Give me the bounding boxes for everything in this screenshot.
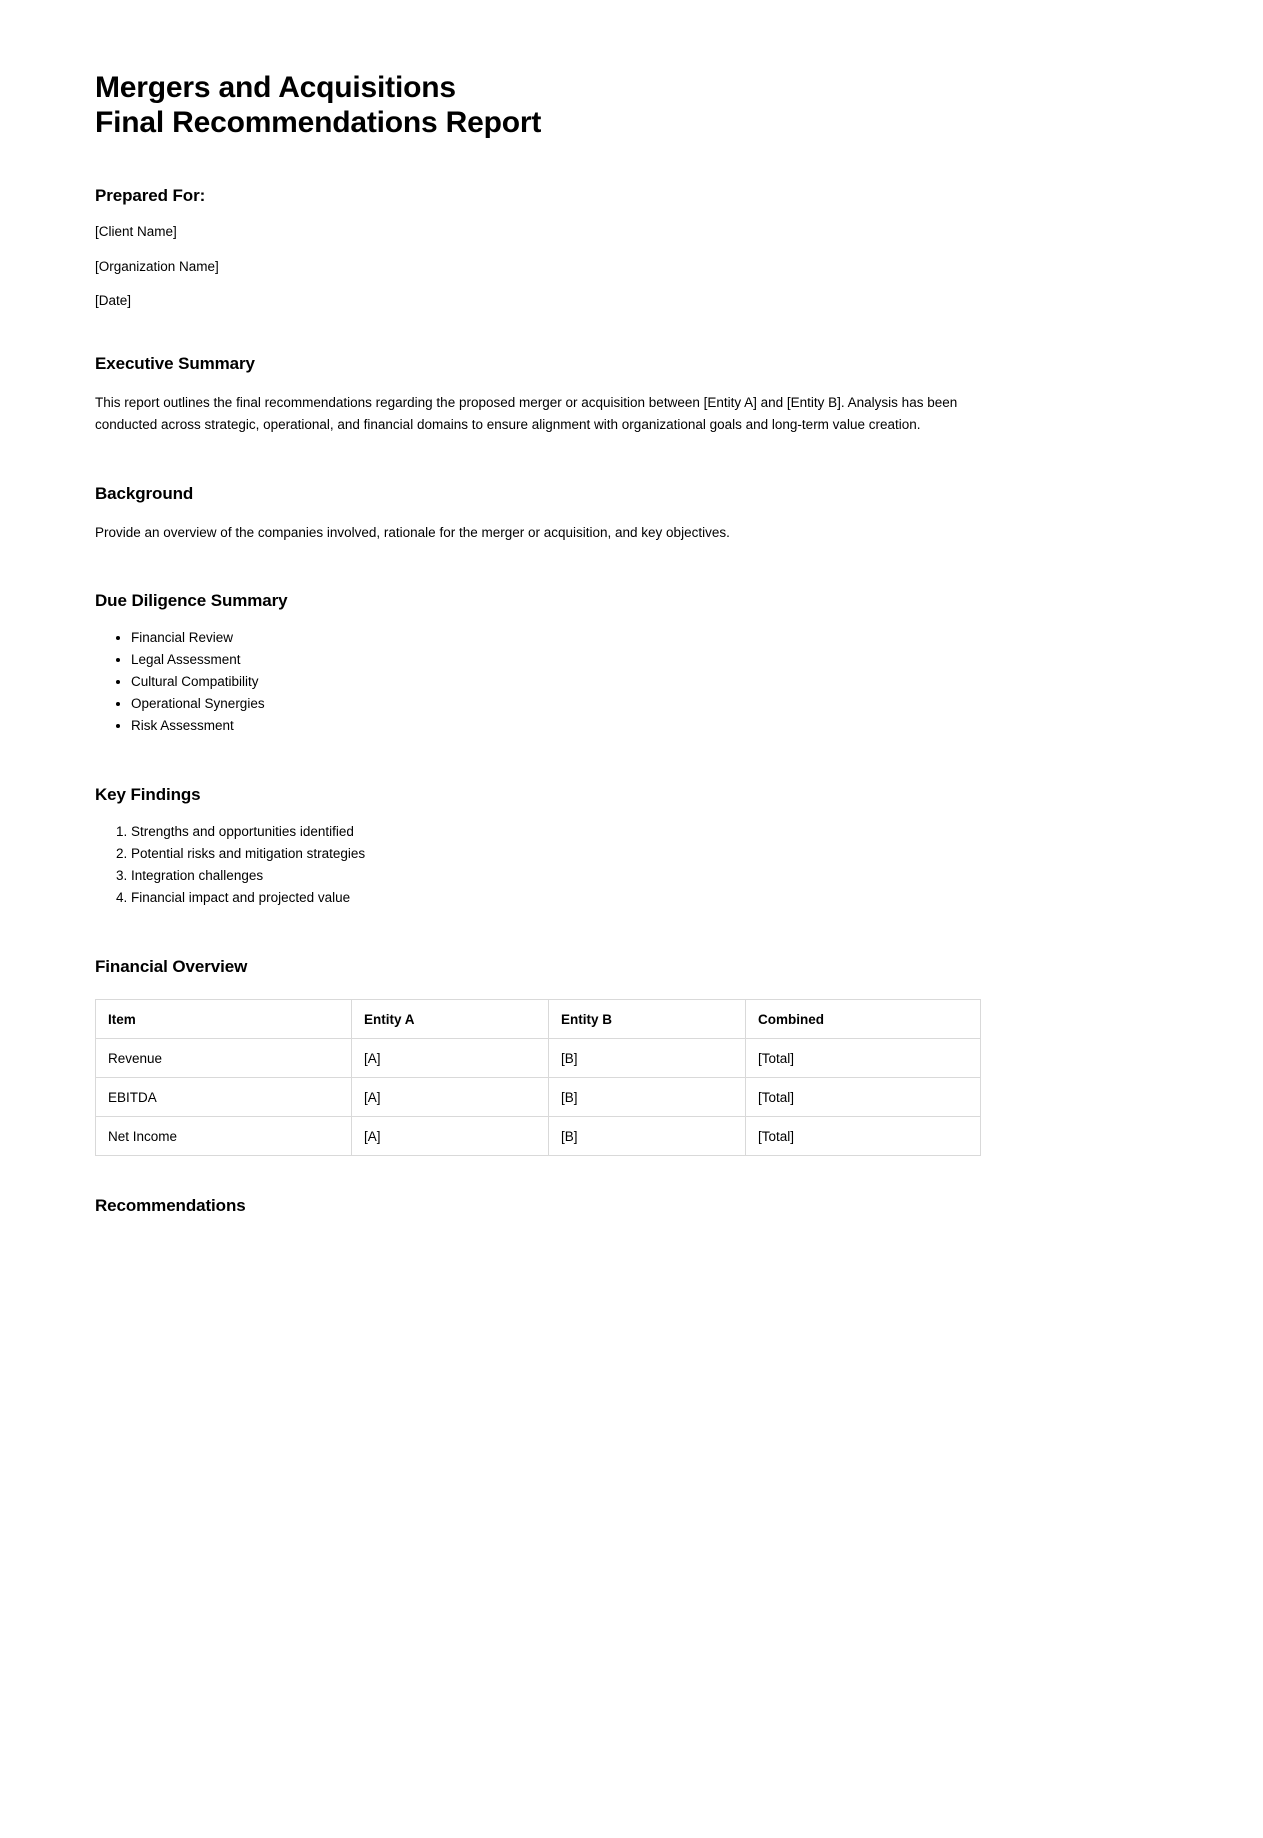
spacer: [95, 977, 980, 999]
page-title-line-2: Final Recommendations Report: [95, 106, 542, 140]
due-diligence-heading: Due Diligence Summary: [95, 591, 288, 611]
spacer: [95, 1156, 980, 1196]
background-body: Provide an overview of the companies involved, rationale for the merger or acquisition, and key objectives.: [95, 524, 730, 540]
spacer: [95, 504, 980, 522]
list-item: 1. Strengths and opportunities identified: [131, 821, 980, 843]
cell-entity-b: [B]: [549, 1078, 746, 1117]
list-item: 3. Integration challenges: [131, 865, 980, 887]
cell-combined: [Total]: [746, 1117, 981, 1156]
column-header-entity-a: Entity A: [352, 1000, 549, 1039]
spacer: [95, 543, 980, 591]
due-diligence-list: [95, 627, 980, 737]
table-header-row: [96, 1000, 981, 1039]
page-title-line-1: Mergers and Acquisitions: [95, 71, 456, 104]
background-heading: Background: [95, 483, 194, 503]
spacer: [95, 909, 980, 957]
cell-combined: [Total]: [746, 1078, 981, 1117]
list-item: 4. Financial impact and projected value: [131, 887, 980, 909]
executive-summary-body: This report outlines the final recommendations regarding the proposed merger or acquisition between [Entity A] and [Entity B]. Analysis has been conducted across strategic, operational, and financial domains to ensure alignment with organizational goals and long-term value creation.: [95, 394, 958, 432]
cell-entity-b: [B]: [549, 1117, 746, 1156]
cell-item: Net Income: [96, 1117, 352, 1156]
cell-combined: [Total]: [746, 1039, 981, 1078]
cell-entity-a: [A]: [352, 1117, 549, 1156]
cell-entity-b: [B]: [549, 1039, 746, 1078]
spacer: [95, 737, 980, 785]
list-item: • Risk Assessment: [131, 715, 980, 737]
spacer: [95, 275, 980, 292]
column-header-entity-b: Entity B: [549, 1000, 746, 1039]
client-name-value: [Client Name]: [95, 224, 177, 240]
list-item: • Financial Review: [131, 627, 980, 649]
table-body: [96, 1039, 981, 1156]
spacer: [95, 310, 980, 354]
financial-overview-table: [95, 999, 981, 1156]
cell-item: Revenue: [96, 1039, 352, 1078]
page-title: [95, 70, 980, 140]
column-header-combined: Combined: [746, 1000, 981, 1039]
spacer: [95, 241, 980, 258]
financial-overview-heading: Financial Overview: [95, 957, 248, 977]
spacer: [95, 805, 980, 821]
organization-name-value: [Organization Name]: [95, 258, 219, 274]
key-findings-heading: Key Findings: [95, 785, 201, 805]
list-item: • Cultural Compatibility: [131, 671, 980, 693]
spacer: [95, 140, 980, 186]
table-header: [96, 1000, 981, 1039]
table-row: [96, 1117, 981, 1156]
key-findings-list: [95, 821, 980, 909]
cell-item: EBITDA: [96, 1078, 352, 1117]
cell-entity-a: [A]: [352, 1078, 549, 1117]
cell-entity-a: [A]: [352, 1039, 549, 1078]
recommendations-heading: Recommendations: [95, 1196, 246, 1216]
spacer: [95, 611, 980, 627]
list-item: • Legal Assessment: [131, 649, 980, 671]
spacer: [95, 374, 980, 392]
table-row: [96, 1039, 981, 1078]
executive-summary-heading: Executive Summary: [95, 353, 255, 373]
column-header-item: Item: [96, 1000, 352, 1039]
list-item: • Operational Synergies: [131, 693, 980, 715]
date-value: [Date]: [95, 293, 132, 309]
spacer: [95, 206, 980, 223]
list-item: 2. Potential risks and mitigation strategies: [131, 843, 980, 865]
table-row: [96, 1078, 981, 1117]
prepared-for-heading: Prepared For:: [95, 186, 206, 206]
spacer: [95, 436, 980, 484]
